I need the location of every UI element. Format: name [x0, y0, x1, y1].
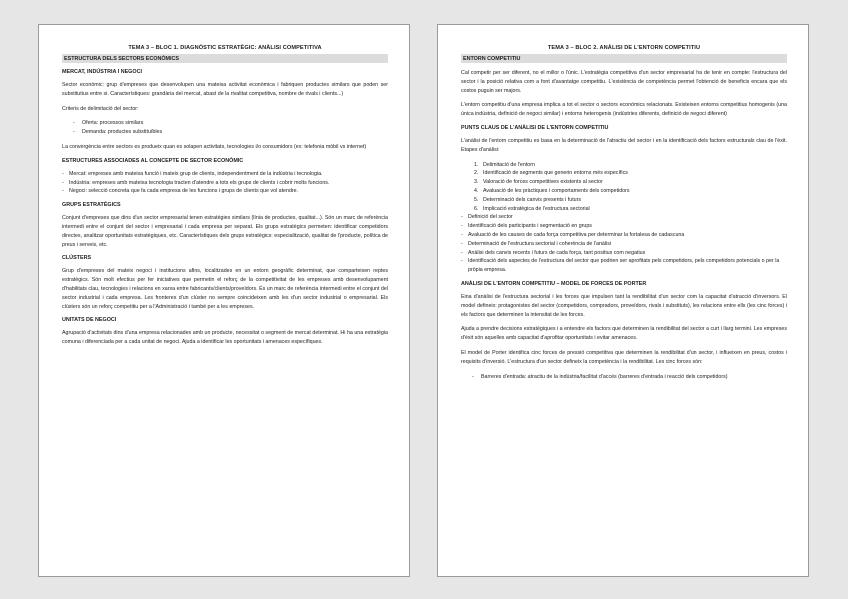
paragraph: L'anàlisi de l'entorn competitiu es basa en la determinació de l'atractiu del sector i en la identificació dels factors estructurals clau de l'èxit. Etapes d'anàlisi:: [461, 137, 787, 153]
subheading: UNITATS DE NEGOCI: [62, 317, 117, 324]
section-title: ESTRUCTURA DELS SECTORS ECONÒMICS: [62, 54, 388, 63]
paragraph: Agrupació d'activitats dins d'una empresa relacionades amb un producte, necessitat o segment de mercat determinat. Hi ha una estratègia comuna i diferenciada per a cada unitat de negoci. Ajuda a identificar les oportunitats i amenaces específiques.: [62, 330, 388, 346]
list-item: - Avaluació de les causes de cada força competitiva per determinar la fortalesa de cadascuna: [468, 231, 787, 240]
list-item: - Determinació de l'estructura sectorial i coherència de l'anàlisi: [468, 240, 787, 249]
page-content: [461, 45, 787, 387]
list-item: - Barreres d'entrada: atractiu de la indústria/facilitat d'accés (barreres d'entrada i reacció dels competidors): [481, 373, 787, 382]
list-item: - Demanda: productes substituïbles: [82, 128, 388, 137]
subheading: PUNTS CLAUS DE L'ANÀLISI DE L'ENTORN COMPETITIU: [461, 124, 609, 131]
subheading: ANÀLISI DE L'ENTORN COMPETITIU – MODEL DE FORCES DE PORTER: [461, 280, 647, 287]
paragraph: El model de Porter identifica cinc forces de pressió competitiva que determinen la rendibilitat d'un sector, i influeixen en preus, costos i requisits d'inversió. L'estructura d'un sector defineix la competència i la rendibilitat. Les cinc forces són:: [461, 349, 787, 365]
list-item: - Definició del sector: [468, 213, 787, 222]
stages-list: [474, 161, 787, 214]
list-item: 2. Identificació de segments que generin entorns més específics: [474, 170, 628, 177]
subheading: ESTRUCTURES ASSOCIADES AL CONCEPTE DE SECTOR ECONÒMIC: [62, 157, 244, 164]
section-title: ENTORN COMPETITIU: [461, 54, 787, 63]
list-item: 5. Determinació dels canvis presents i futurs: [474, 196, 582, 203]
list-item: 1. Delimitació de l'entorn: [474, 161, 535, 168]
subheading: MERCAT, INDÚSTRIA I NEGOCI: [62, 69, 142, 75]
page-header: TEMA 3 – BLOC 2. ANÀLISI DE L'ENTORN COMPETITIU: [547, 45, 701, 51]
list-item: - Mercat: empreses amb mateixa funció i mateix grup de clients, independentment de la indústria i tecnologia.: [69, 170, 388, 179]
document-page-right: [437, 24, 809, 577]
list-item: 3. Valoració de forces competitives existents al sector: [474, 179, 603, 186]
forces-list: [481, 373, 787, 382]
paragraph: Conjunt d'empreses que dins d'un sector empresarial tenen estratègies similars (línia de productes, qualitat...). Són un marc de referència intermedi entre el conjunt del sector i empresarial i cada empresa per separat. Els grups estratègics permeten: identificar competidors directes, analitzar oportunitats estratègiques, etc. Característiques dels grups estratègics: especialització, qualitat de l'producte, política de preus i serveis, etc.: [62, 215, 388, 248]
subheading: GRUPS ESTRATÈGICS: [62, 202, 121, 209]
list-item: 4. Avaluació de les pràctiques i comportaments dels competidors: [474, 187, 630, 194]
paragraph: Sector econòmic: grup d'empreses que desenvolupen una mateixa activitat econòmica i fabriquen productes similars que poden ser substitutius entre si. Característiques: grandària del mercat, abast de la rivalitat competitiva, nombre de rivals i clients...): [62, 82, 388, 97]
list-item: - Identificació dels aspectes de l'estructura del sector que podrien ser aprofitats pels competidors, pels competidors potencials o per la pròpia empresa.: [468, 257, 787, 275]
list-item: - Anàlisi dels canvis recents i futurs de cada força, tant positius com negatius: [468, 249, 787, 258]
criteria-list: [82, 119, 388, 137]
list-item: - Oferta: processos similars: [82, 119, 388, 128]
paragraph: Ajuda a prendre decisions estratègiques i a entendre els factors que determinen la rendibilitat del sector a curt i llarg termini. Les empreses d'èxit són aquelles amb capacitat d'aprofitar oportunitats i evitar amenaces.: [461, 326, 787, 342]
page-content: [62, 45, 388, 353]
paragraph: Criteris de delimitació del sector:: [62, 105, 139, 112]
paragraph: Eina d'anàlisi de l'estructura sectorial i les forces que impulsen tant la rendibilitat d'un sector com la capacitat d'atracció d'inversors. El model defineix: protagonistes del sector (competidors, compradors, proveïdors, rivals i substituts), les relacions entre ells (les cinc forces) i els factors que determinen la intensitat de les forces.: [461, 293, 787, 318]
list-item: - Negoci: selecció concreta que fa cada empresa de les funcions i grups de clients que vol atendre.: [69, 187, 388, 196]
structures-list: [69, 170, 388, 196]
paragraph: L'entorn competitiu d'una empresa implica a tot el sector o sectors econòmics relacionats. Existeixen entorns competitius homogenis (una única indústria, definició de negoci similar) i entorns heterogenis (indústries diferents, definició de negoci diferent): [461, 102, 787, 118]
subheading: CLÚSTERS: [62, 255, 92, 262]
list-item: - Indústria: empreses amb mateixa tecnologia tracten d'atendre a tots els grups de clients i cobrir molts funcions.: [69, 179, 388, 188]
list-item: 6. Implicació estratègica de l'estructura sectorial: [474, 205, 590, 212]
points-list: [468, 213, 787, 275]
paragraph: Cal competir per ser diferent, no el millor o l'únic. L'estratègia competitiva d'un sector empresarial ha de tenir en compte: l'estructura del sector i la posició relativa com a font d'avantatge competitiu. L'existència de competència permet l'obtenció de beneficis encara que els costos puguin ser majors.: [461, 70, 787, 94]
paragraph: Grup d'empreses del mateix negoci i institucions afins, localitzades en un entorn geogràfic determinat, que comparteixen reptes estratègics. Són molt efectius per fer iniciatives que permetin el reforç de la competitivitat de les empreses amb desenvolupament d'habilitats clau, tecnologies i relacions en xarxa entre fabricants/clients/proveïdors. És un marc de referència intermedi entre el conjunt del sector industrial i cada empresa. Les fronteres d'un clúster no sempre coincideixen amb les d'un sector industrial o empresarial. Els clústers són un reforç competitiu per a l'Administració i també per a les empreses.: [62, 268, 388, 310]
paragraph: La convergència entre sectors es produeix quan es solapen activitats, tecnologies i/o consumidors (ex: telefonia mòbil vs internet): [62, 143, 367, 150]
page-header: TEMA 3 – BLOC 1. DIAGNÒSTIC ESTRATÈGIC: ANÀLISI COMPETITIVA: [128, 45, 322, 51]
list-item: - Identificació dels participants i segmentació en grups: [468, 222, 787, 231]
document-page-left: [38, 24, 410, 577]
